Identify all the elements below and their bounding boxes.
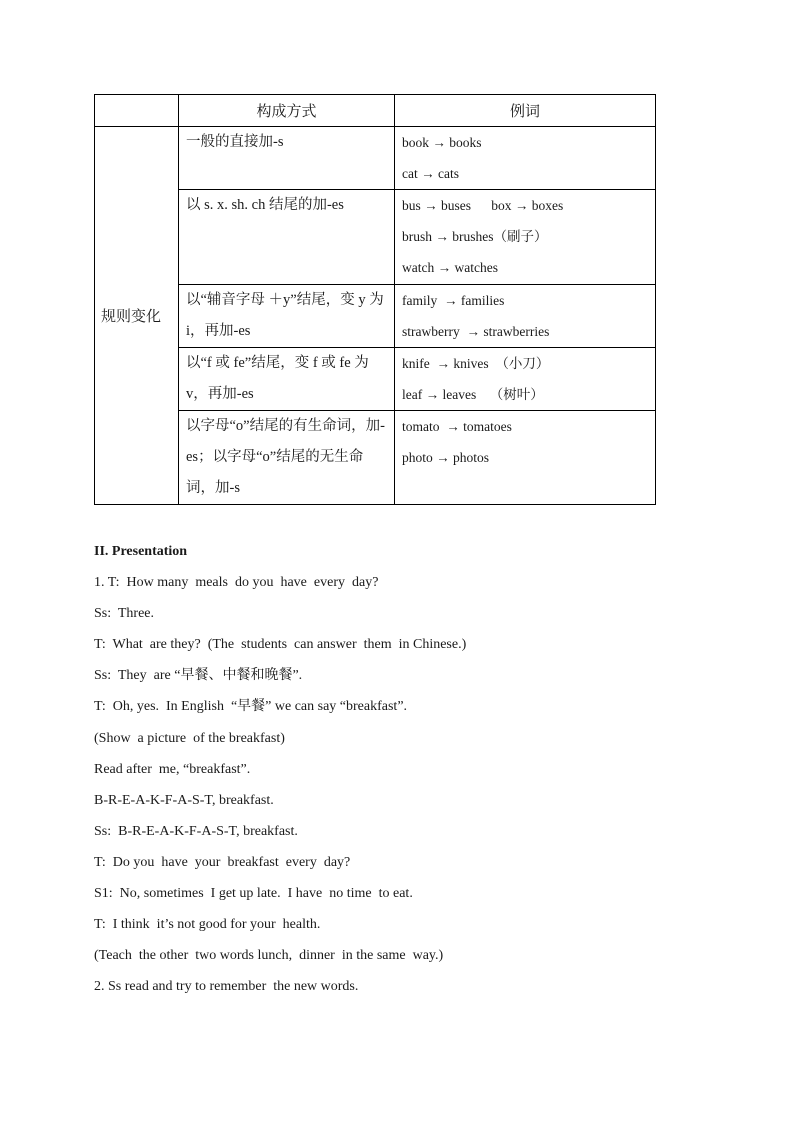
rule-examples [395,285,656,348]
header-method: 构成方式 [179,95,395,127]
presentation-section [94,536,714,1002]
example-word: cat → cats [402,166,459,181]
example-word: tomato → tomatoes [402,419,512,434]
example-word: strawberry → strawberries [402,324,550,339]
example-word: leaf → leaves （树叶） [402,387,544,402]
table-row [95,190,656,285]
dialogue-line: B-R-E-A-K-F-A-S-T, breakfast. [94,792,274,808]
dialogue-line: Read after me, “breakfast”. [94,761,251,777]
rule-examples [395,348,656,411]
example-word: watch → watches [402,260,498,275]
rule-method: 一般的直接加-s [179,127,395,190]
plural-rules-table [94,94,656,505]
example-word: brush → brushes（刷子） [402,229,548,244]
section-heading: II. Presentation [94,544,188,559]
header-empty-cell [95,95,179,127]
rule-examples [395,127,656,190]
rule-method: 以 s. x. sh. ch 结尾的加-es [179,190,395,285]
category-cell: 规则变化 [95,127,179,505]
dialogue-line: S1: No, sometimes I get up late. I have no time to eat. [94,886,413,902]
example-word: photo → photos [402,450,490,465]
rule-examples [395,411,656,505]
rule-examples [395,190,656,285]
dialogue-line: Ss: They are “早餐、中餐和晚餐”. [94,668,303,684]
table-row [95,411,656,505]
rule-method: 以“f 或 fe”结尾，变 f 或 fe 为 v，再加-es [179,348,395,411]
dialogue-line: T: I think it’s not good for your health. [94,917,321,933]
example-word: knife → knives （小刀） [402,356,550,371]
dialogue-line: 1. T: How many meals do you have every day? [94,575,379,591]
example-word: family → families [402,293,505,308]
dialogue-line: (Teach the other two words lunch, dinner in the same way.) [94,948,444,964]
dialogue-line: Ss: Three. [94,606,155,622]
dialogue-line: T: Do you have your breakfast every day? [94,854,351,870]
rule-method: 以“辅音字母 ＋y”结尾，变 y 为 i，再加-es [179,285,395,348]
dialogue-line: Ss: B-R-E-A-K-F-A-S-T, breakfast. [94,823,298,839]
dialogue-line: T: What are they? (The students can answer them in Chinese.) [94,637,467,653]
example-word: bus → buses box → boxes [402,198,564,213]
header-examples: 例词 [395,95,656,127]
table-header-row [95,95,656,127]
rule-method: 以字母“o”结尾的有生命词，加-es；以字母“o”结尾的无生命词，加-s [179,411,395,505]
dialogue-line: 2. Ss read and try to remember the new words. [94,979,359,995]
table-row [95,348,656,411]
dialogue-line: T: Oh, yes. In English “早餐” we can say “breakfast”. [94,699,408,715]
dialogue-line: (Show a picture of the breakfast) [94,730,285,746]
example-word: book → books [402,135,482,150]
table-row [95,127,656,190]
table-row [95,285,656,348]
